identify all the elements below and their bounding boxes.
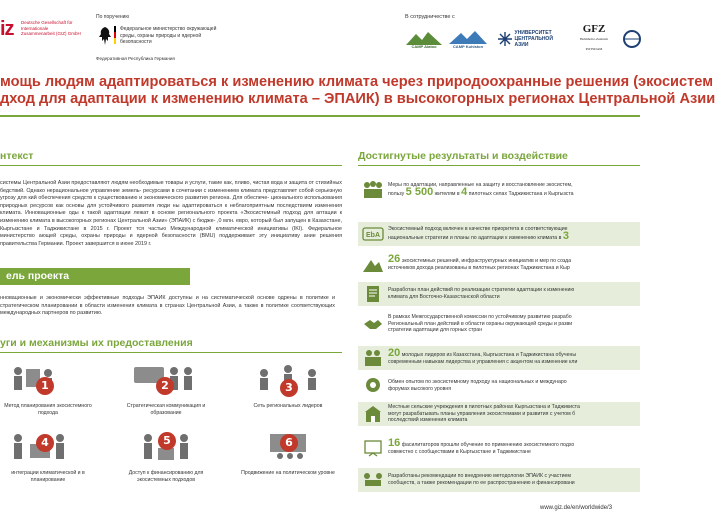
result-text: Обмен опытом по экосистемному подходу на национальных и междунаро [388,379,567,386]
service-label: Сеть региональных лидеров [253,403,323,409]
title-divider [0,115,640,117]
result-text: Экосистемный подход включен в качестве приоритета в соответствующие [388,226,568,233]
service-number: 6 [280,434,298,452]
service-label: Метод планирования экосистемного подхода [4,403,92,416]
result-text: могут разрабатывать планы управления экосистемами и развития с учетом б [388,410,576,417]
giz-logo-text: Deutsche Gesellschaft für Internationale Zusammenarbeit (GIZ) GmbH [21,20,81,36]
context-rule [0,165,342,166]
mountain-tree-icon [361,254,385,274]
result-row-1 [358,178,640,202]
handshake-icon [362,314,384,334]
service-number: 4 [36,434,54,452]
partner-logo-caiag [620,28,640,50]
eba-icon [361,225,385,243]
result-row-2 [358,222,640,246]
services-rule [0,352,342,353]
mountain-logo-icon [447,29,489,49]
partner-logo-camp-kuhiston [447,28,489,50]
title-line-1: мощь людям адаптироваться к изменению климата через природоохранные решения (экосистем [0,74,714,90]
page-title [0,74,715,108]
leaders-icon [361,348,385,368]
service-item-4 [0,430,96,483]
result-text: В рамках Межгосударственной комиссии по устойчивому развитию разрабо [388,314,572,321]
service-item-2 [118,363,214,416]
service-number: 2 [156,377,174,395]
footer-url[interactable]: www.giz.de/en/worldwide/3 [540,505,613,511]
partner-name: CAMP Kuhiston [452,44,484,49]
result-text: Региональный план действий в области охраны окружающей среды и разви [388,320,573,327]
result-text: климата для Восточно-Казахстанской области [388,294,500,300]
result-number: 5 500 [405,186,434,198]
result-row-8 [358,402,640,426]
partner-logo-gfz [574,23,614,51]
result-row-5 [358,312,640,336]
service-label: интеграции климатической и в планирование [11,470,85,483]
partner-logo-camp-alatoo [404,28,444,50]
result-number: 26 [388,253,401,266]
service-item-3 [240,363,336,410]
results-heading: Достигнутые результаты и воздействие [358,150,568,162]
service-label: Продвижение на политическом уровне [241,470,335,476]
eba-board-icon [362,438,384,458]
result-text: стратегии адаптации для горных стран [388,327,483,334]
result-text: последствий изменения климата [388,417,468,424]
result-row-10 [358,468,640,492]
service-label: Доступ к финансированию для экосистемных подходов [128,470,204,483]
result-text: фасилитаторов прошли обучение по применению экосистемного подхо [401,442,575,449]
service-item-6 [240,430,336,477]
giz-logo-mark: iz [0,18,14,40]
context-paragraph: системы Центральной Азии предоставляют людям необходимые товары и услуги, такие как, пливо, чистая вода и защита от стихийных бедствий. Однако нерациональное управление земель- ресурсами в сочетании с изменением климата представляет собой серьезную угрозу для кий обеспечения средств к существованию и экономического развития региона. Для обеспече- ционального использования природных ресурсов как основы для устойчивого развития люди ны адаптироваться к неблагоприятным последствиям изменения климата. Инновационные оды к такой адаптации лежат в основе регионального проекта «Экосистемный подход для аптации к изменению климата в высокогорных регионах Центральной Азии» (ЭПАИК) с бюдже- ,0 млн. евро, который был запущен в Казахстане, Кыргызстане и Таджикистане в 2015 г. Проект тся частью Международной климатической инициативы (IKI). Федеральное министерство ающей среды, охраны природы и ядерной безопасности (BMU) поддерживает эту инициативу ание решения правительства Германии. Проект завершится в июне 2019 г. [0,180,342,247]
result-text: Разработаны рекомендации по внедрению методологии ЭПАИК с участием [388,473,571,480]
result-text: молодых лидеров из Казахстана, Кыргызстана и Таджикистана обучены [401,352,577,359]
chat-icon [362,376,384,396]
result-text: совместно с сообществами в Кыргызстане и Таджикистане [388,449,531,455]
result-row-7 [358,374,640,398]
result-text: Меры по адаптации, направленные на защиту и восстановление экосистем, [388,182,573,189]
goal-heading: ель проекта [0,268,190,285]
result-text: форумах высокого уровня [388,386,452,392]
globe-icon [620,29,640,49]
result-row-6 [358,346,640,370]
result-text: пилотных селах Таджикистана и Кыргызста [467,191,574,197]
result-text: жителям в [433,191,462,197]
gfz-subtitle: Helmholtz-Zentrum POTSDAM [580,37,608,51]
federal-eagle-icon [98,25,112,47]
service-number: 3 [280,379,298,397]
result-text: Местные сельские учреждения в пилотных районах Кыргызстана и Таджикиста [388,404,580,411]
service-number: 5 [158,432,176,450]
result-number: 16 [388,437,401,450]
service-number: 1 [36,377,54,395]
commission-label: По поручению [96,14,130,20]
results-rule [358,165,640,166]
result-text: национальные стратегии и планы по адаптации к изменению климата в [388,235,563,241]
ministry-name: Федеральное министерство окружающей среды, охраны природы и ядерной безопасности [120,26,217,45]
partner-name: CAMP Alatoo [411,44,437,49]
partner-name: GFZ [582,23,606,35]
meeting-icon [361,470,385,490]
service-item-5 [118,430,214,483]
result-text: современным навыкам лидерства и управления с акцентом на изменение кли [388,359,578,365]
title-line-2: дход для адаптации к изменению климата – ЭПАИК) в высокогорных регионах Центральной Азии [0,91,715,107]
building-icon [362,404,384,424]
result-row-3 [358,252,640,276]
result-number: 20 [388,347,401,360]
svg-text:EbA: EbA [366,232,380,239]
service-item-1 [0,363,96,416]
result-number: 3 [562,230,569,242]
partner-name: УНИВЕРСИТЕТ ЦЕНТРАЛЬНОЙ АЗИИ [514,30,553,48]
result-text: сообществ, а также рекомендации по ее распространению и финансировани [388,480,575,486]
result-text: Разработан план действий по реализации стратегии адаптации к изменению [388,287,575,294]
people-icon [361,180,385,200]
result-text: экосистемных решений, инфраструктурных инициатив и мер по созда [401,258,572,265]
snowflake-icon [498,32,512,46]
result-row-9 [358,436,640,460]
service-label: Стратегическая коммуникация и образование [126,403,206,416]
result-text: источников дохода реализованы в пилотных регионах Таджикистана и Кыр [388,265,570,271]
german-flag-bar [114,26,116,44]
result-text: пользу [388,191,406,197]
partner-logo-uca [495,28,565,50]
mountain-logo-icon [404,29,444,49]
cooperation-label: В сотрудничестве с [405,14,455,20]
services-heading: уги и механизмы их предоставления [0,337,193,349]
goal-paragraph: нновационные и экономически эффективные подходы ЭПАИК доступны и на систематической основе одрены в политике и стратегическом планировании в области изменения климата в странах Центральной Азии, а также в политике соответствующих международных партнеров по развитию. [0,295,335,317]
result-number: 4 [461,186,468,198]
document-icon [363,284,383,304]
context-heading: нтекст [0,150,34,162]
result-row-4 [358,282,640,306]
federal-republic-label: Федеративная Республика Германия [96,56,175,61]
